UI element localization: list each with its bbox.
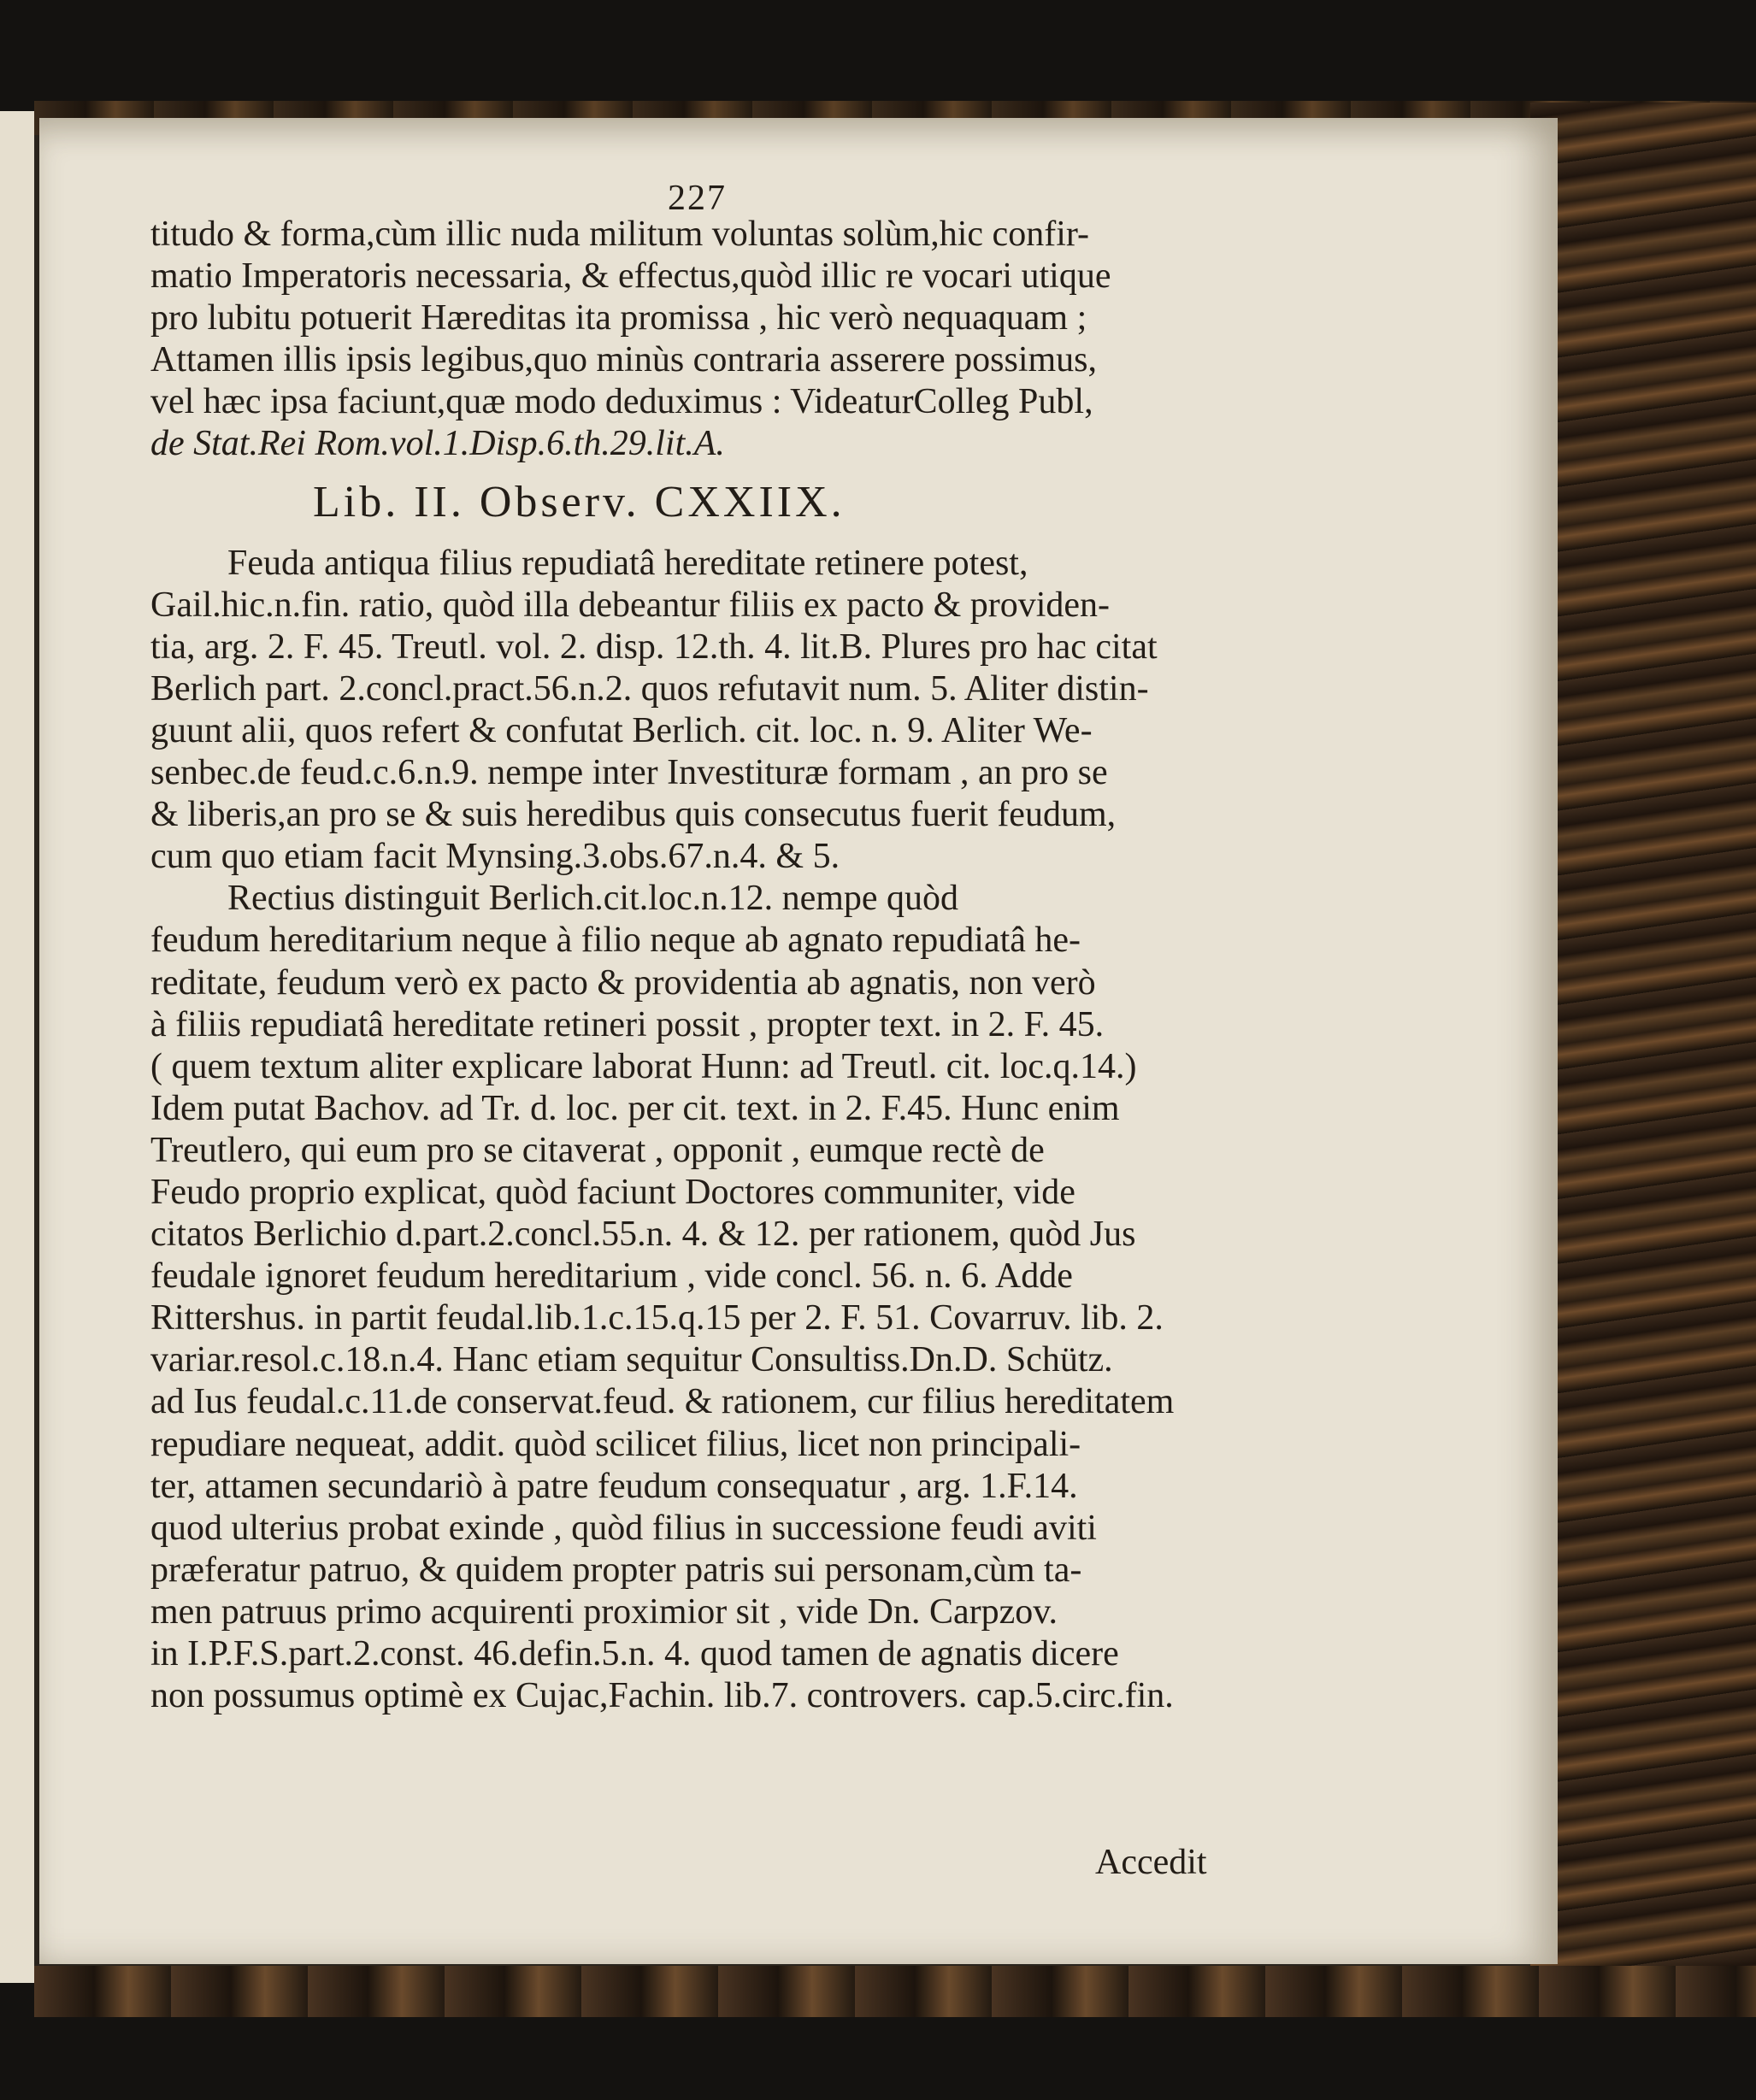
text-line: matio Imperatoris necessaria, & effectus,quòd illic re vocari utique <box>150 256 1111 297</box>
text-line: præferatur patruo, & quidem propter patris sui personam,cùm ta- <box>150 1550 1082 1590</box>
text-line: Idem putat Bachov. ad Tr. d. loc. per cit. text. in 2. F.45. Hunc enim <box>150 1088 1120 1128</box>
text-line: non possumus optimè ex Cujac,Fachin. lib.7. controvers. cap.5.circ.fin. <box>150 1676 1174 1716</box>
text-line: vel hæc ipsa faciunt,quæ modo deduximus : VideaturColleg Publ, <box>150 382 1093 422</box>
text-line: Berlich part. 2.concl.pract.56.n.2. quos refutavit num. 5. Aliter distin- <box>150 668 1149 709</box>
text-line: tia, arg. 2. F. 45. Treutl. vol. 2. disp. 12.th. 4. lit.B. Plures pro hac citat <box>150 626 1158 667</box>
text-line: ( quem textum aliter explicare laborat Hunn: ad Treutl. cit. loc.q.14.) <box>150 1046 1137 1086</box>
text-line: à filiis repudiatâ hereditate retineri possit , propter text. in 2. F. 45. <box>150 1004 1105 1044</box>
book-page <box>39 118 1558 1964</box>
text-line: pro lubitu potuerit Hæreditas ita promissa , hic verò nequaquam ; <box>150 298 1087 338</box>
text-line: Rittershus. in partit feudal.lib.1.c.15.q.15 per 2. F. 51. Covarruv. lib. 2. <box>150 1298 1164 1338</box>
text-line: variar.resol.c.18.n.4. Hanc etiam sequitur Consultiss.Dn.D. Schütz. <box>150 1340 1113 1380</box>
text-line: men patruus primo acquirenti proximior sit , vide Dn. Carpzov. <box>150 1591 1058 1632</box>
observation-heading: Lib. II. Observ. CXXIIX. <box>313 477 846 526</box>
text-line: in I.P.F.S.part.2.const. 46.defin.5.n. 4. quod tamen de agnatis dicere <box>150 1634 1119 1674</box>
text-line: Feuda antiqua filius repudiatâ hereditate retinere potest, <box>227 543 1028 583</box>
text-line: citatos Berlichio d.part.2.concl.55.n. 4. & 12. per rationem, quòd Jus <box>150 1215 1136 1255</box>
text-line: feudale ignoret feudum hereditarium , vide concl. 56. n. 6. Adde <box>150 1256 1073 1297</box>
text-line: quod ulterius probat exinde , quòd filius in successione feudi aviti <box>150 1508 1097 1548</box>
marbled-binding-edge <box>1530 103 1756 2000</box>
text-line: feudum hereditarium neque à filio neque ab agnato repudiatâ he- <box>150 921 1081 961</box>
text-line: Rectius distinguit Berlich.cit.loc.n.12. nempe quòd <box>227 879 959 919</box>
text-line: reditate, feudum verò ex pacto & providentia ab agnatis, non verò <box>150 962 1096 1003</box>
text-line: & liberis,an pro se & suis heredibus quis consecutus fuerit feudum, <box>150 795 1117 835</box>
text-line: Feudo proprio explicat, quòd faciunt Doctores communiter, vide <box>150 1172 1075 1212</box>
text-line: repudiare nequeat, addit. quòd scilicet filius, licet non principali- <box>150 1424 1081 1464</box>
text-line: titudo & forma,cùm illic nuda militum voluntas solùm,hic confir- <box>150 215 1089 254</box>
text-line: cum quo etiam facit Mynsing.3.obs.67.n.4. & 5. <box>150 837 840 877</box>
binding-bottom-edge <box>34 1966 1756 2017</box>
text-line: Attamen illis ipsis legibus,quo minùs contraria asserere possimus, <box>150 340 1098 380</box>
catchword: Accedit <box>1095 1843 1207 1882</box>
text-line: ad Ius feudal.c.11.de conservat.feud. & rationem, cur filius hereditatem <box>150 1382 1175 1422</box>
text-line: ter, attamen secundariò à patre feudum consequatur , arg. 1.F.14. <box>150 1466 1078 1506</box>
page-number: 227 <box>668 179 727 218</box>
text-line: senbec.de feud.c.6.n.9. nempe inter Investituræ formam , an pro se <box>150 753 1108 793</box>
text-line: guunt alii, quos refert & confutat Berlich. cit. loc. n. 9. Aliter We- <box>150 710 1093 750</box>
text-line: Treutlero, qui eum pro se citaverat , opponit , eumque rectè de <box>150 1130 1045 1170</box>
text-block <box>150 214 1484 1717</box>
text-line: Gail.hic.n.fin. ratio, quòd illa debeantur filiis ex pacto & providen- <box>150 585 1111 625</box>
text-line: de Stat.Rei Rom.vol.1.Disp.6.th.29.lit.A. <box>150 424 725 464</box>
